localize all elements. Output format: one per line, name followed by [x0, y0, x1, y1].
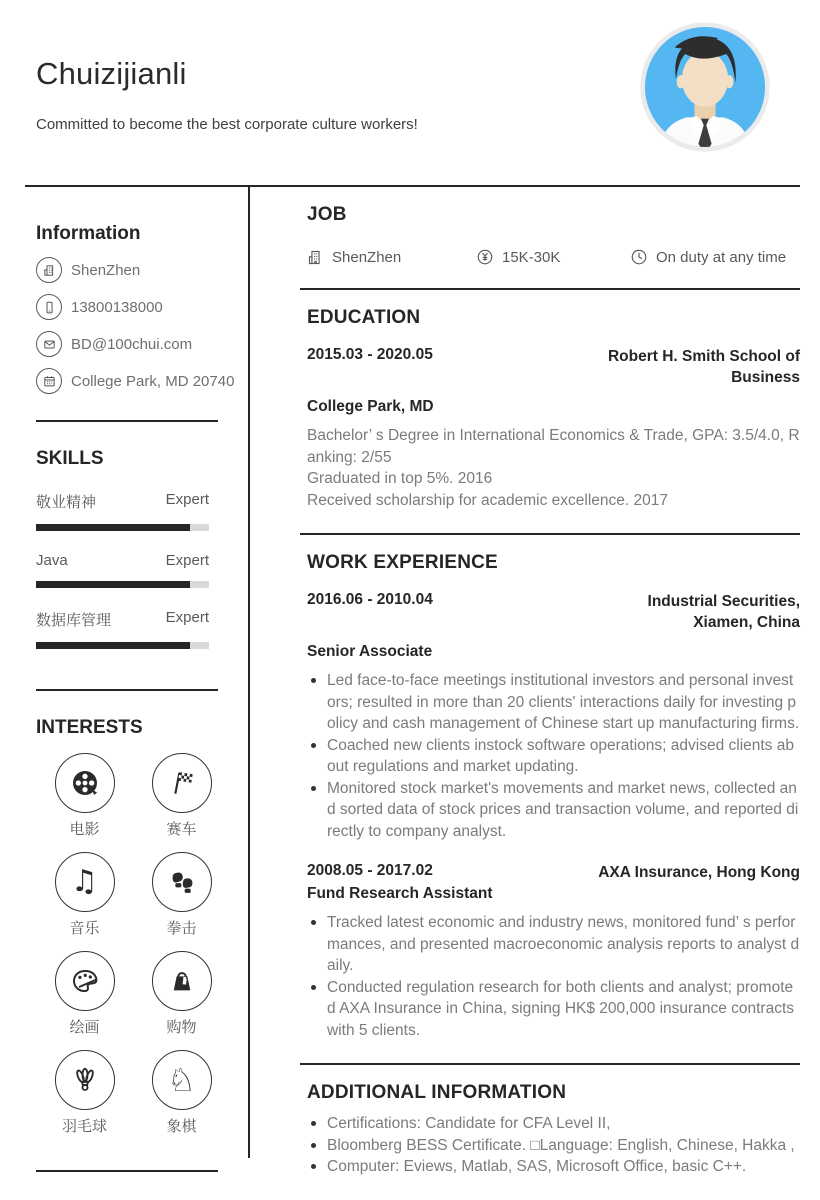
section-work: [300, 535, 800, 1065]
interests-grid: [36, 753, 230, 1136]
work-role: Senior Associate: [307, 643, 433, 660]
interest-label: 电影: [69, 821, 100, 838]
section-education: [300, 290, 800, 535]
interest-item-painting: [36, 951, 133, 1037]
interest-label: 拳击: [166, 920, 197, 937]
interest-item-music: [36, 852, 133, 938]
main-column: [250, 187, 800, 1175]
job-city: ShenZhen: [307, 249, 476, 266]
skill-item: [36, 609, 209, 649]
skills-list: [36, 491, 248, 649]
information-list: [36, 257, 248, 394]
work-title: WORK EXPERIENCE: [307, 552, 498, 573]
envelope-icon: [36, 331, 62, 357]
interest-label: 赛车: [166, 821, 197, 838]
interest-item-badminton: [36, 1050, 133, 1136]
skills-title: SKILLS: [36, 448, 104, 469]
education-dates: 2015.03 - 2020.05: [307, 346, 433, 363]
building-icon: [307, 249, 324, 266]
job-availability: On duty at any time: [630, 248, 786, 266]
skill-name: 数据库管理: [36, 612, 112, 629]
yen-icon: [476, 248, 494, 266]
skill-level: Expert: [165, 491, 209, 508]
content-area: [25, 185, 800, 1175]
education-degree-line: Bachelor’ s Degree in International Economics & Trade, GPA: 3.5/4.0, Ranking: 2/55: [307, 427, 800, 466]
work-bullets: [307, 912, 800, 1041]
interest-item-shopping: [133, 951, 230, 1037]
bullet: Certifications: Candidate for CFA Level II,: [307, 1113, 800, 1135]
building-icon: [36, 257, 62, 283]
resume-header: [0, 0, 820, 185]
skill-bar-fill: [36, 581, 190, 588]
info-item-address: [36, 368, 248, 394]
calendar-icon: [36, 368, 62, 394]
skill-bar: [36, 642, 209, 649]
bullet: Computer: Eviews, Matlab, SAS, Microsoft Office, basic C++.: [307, 1156, 800, 1178]
info-city: ShenZhen: [71, 261, 141, 279]
work-entry: [307, 862, 800, 1041]
skill-bar-fill: [36, 642, 190, 649]
info-address: College Park, MD 20740: [71, 372, 235, 390]
interest-item-chess: [133, 1050, 230, 1136]
work-company: Industrial Securities, Xiamen, China: [647, 593, 800, 631]
chess-knight-icon: ♘: [152, 1050, 212, 1110]
bullet: Bloomberg BESS Certificate. □Language: English, Chinese, Hakka ,: [307, 1135, 800, 1157]
racing-flag-icon: [152, 753, 212, 813]
interest-item-boxing: [133, 852, 230, 938]
interest-label: 绘画: [69, 1019, 100, 1036]
interest-label: 象棋: [166, 1118, 197, 1135]
work-bullets: [307, 670, 800, 842]
skill-item: [36, 552, 209, 588]
avatar-illustration: [639, 21, 771, 153]
music-icon: ♫: [55, 852, 115, 912]
sidebar-divider: [36, 689, 218, 691]
candidate-name: Chuizijianli: [36, 56, 187, 91]
bullet: Monitored stock market's movements and market news, collected and sorted data of stock prices and transaction volume, and reported directly to company analyst.: [307, 778, 800, 843]
clock-icon: [630, 248, 648, 266]
interest-label: 音乐: [69, 920, 100, 937]
info-item-city: [36, 257, 248, 283]
info-item-phone: [36, 294, 248, 320]
additional-title: ADDITIONAL INFORMATION: [307, 1082, 567, 1103]
skill-name: 敬业精神: [36, 494, 97, 511]
phone-icon: [36, 294, 62, 320]
work-company: AXA Insurance, Hong Kong: [598, 864, 800, 881]
work-role: Fund Research Assistant: [307, 885, 493, 902]
palette-icon: [55, 951, 115, 1011]
bullet: Conducted regulation research for both clients and analyst; promoted AXA Insurance in China, signing HK$ 200,000 insurance contracts with 5 clients.: [307, 977, 800, 1042]
information-title: Information: [36, 223, 141, 244]
sidebar: [25, 187, 250, 1158]
info-item-email: [36, 331, 248, 357]
boxing-icon: [152, 852, 212, 912]
education-school: Robert H. Smith School of Business: [607, 348, 800, 386]
skill-bar: [36, 581, 209, 588]
education-line: Graduated in top 5%. 2016: [307, 470, 493, 487]
section-additional: [300, 1065, 800, 1200]
job-salary: 15K-30K: [476, 248, 630, 266]
work-dates: 2008.05 - 2017.02: [307, 862, 433, 879]
skill-level: Expert: [165, 552, 209, 569]
skill-level: Expert: [165, 609, 209, 626]
skill-bar-fill: [36, 524, 190, 531]
education-line: Received scholarship for academic excellence. 2017: [307, 491, 669, 509]
interest-label: 购物: [166, 1019, 197, 1036]
interest-item-movies: [36, 753, 133, 839]
job-info-row: [307, 248, 800, 266]
film-icon: [55, 753, 115, 813]
avatar: [639, 21, 771, 153]
bullet: Coached new clients instock software operations; advised clients about regulations and market updating.: [307, 735, 800, 778]
interest-label: 羽毛球: [61, 1118, 107, 1135]
info-phone: 13800138000: [71, 298, 163, 316]
section-job: [300, 187, 800, 290]
bullet: Tracked latest economic and industry news, monitored fund’ s performances, and presented macroeconomic analysis reports to analyst daily.: [307, 912, 800, 977]
shopping-bag-icon: [152, 951, 212, 1011]
candidate-tagline: Committed to become the best corporate culture workers!: [36, 116, 418, 133]
interests-title: INTERESTS: [36, 717, 143, 738]
bullet: Led face-to-face meetings institutional investors and personal investors; resulted in more than 20 clients' interactions daily for investing policy and cash management of Chinese start up manufacturing firms.: [307, 670, 800, 735]
sidebar-divider: [36, 1170, 218, 1172]
skill-bar: [36, 524, 209, 531]
interest-item-racing: [133, 753, 230, 839]
badminton-icon: [55, 1050, 115, 1110]
skill-item: [36, 491, 209, 531]
work-entry: [307, 591, 800, 842]
job-title: JOB: [307, 204, 347, 225]
info-email: BD@100chui.com: [71, 335, 193, 353]
skill-name: Java: [36, 552, 68, 569]
additional-bullets: [307, 1113, 800, 1178]
education-title: EDUCATION: [307, 307, 421, 328]
work-dates: 2016.06 - 2010.04: [307, 591, 433, 608]
sidebar-divider: [36, 420, 218, 422]
education-location: College Park, MD: [307, 398, 434, 415]
